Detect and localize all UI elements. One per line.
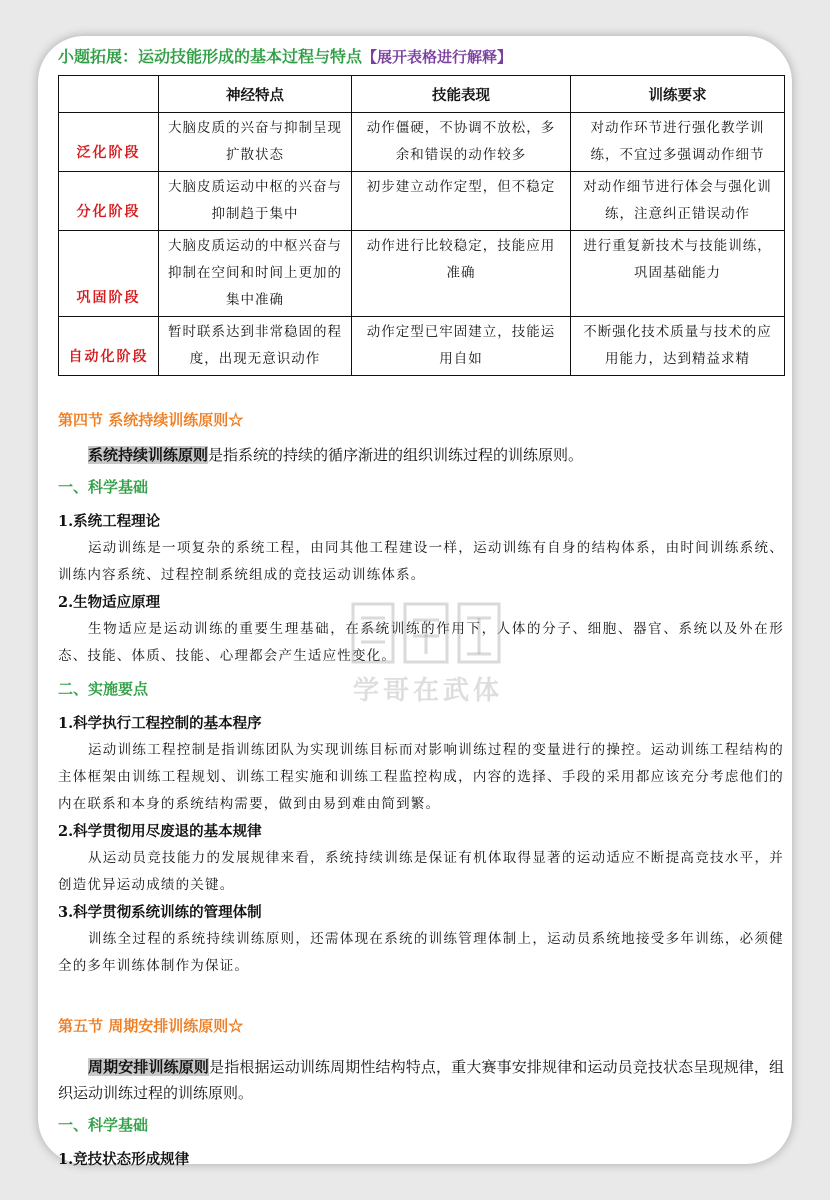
section5-definition xyxy=(58,1054,784,1106)
skill-cell: 初步建立动作定型，但不稳定 xyxy=(352,172,571,231)
table-row xyxy=(59,172,785,231)
table-row xyxy=(59,113,785,172)
table-row xyxy=(59,231,785,317)
section4-i1-text: 运动训练工程控制是指训练团队为实现训练目标而对影响训练过程的变量进行的操控。运动训练工程结构的主体框架由训练工程规划、训练工程实施和训练工程监控构成，内容的选择、手段的采用都应该充分考虑他们的内在联系和本身的系统结构需要，做到由易到难由简到繁。 xyxy=(58,742,784,812)
neural-cell: 暂时联系达到非常稳固的程度，出现无意识动作 xyxy=(159,317,352,376)
table-header-neural: 神经特点 xyxy=(159,76,352,113)
stage-cell: 分化阶段 xyxy=(59,172,159,231)
section4-basis-heading: 一、科学基础 xyxy=(58,478,149,496)
section4-impl-heading: 二、实施要点 xyxy=(58,680,149,698)
expand-title xyxy=(58,46,784,68)
table-header-corner xyxy=(59,76,159,113)
stage-cell: 泛化阶段 xyxy=(59,113,159,172)
training-cell: 对动作环节进行强化教学训练，不宜过多强调动作细节 xyxy=(571,113,785,172)
section4-b1-title: 1.系统工程理论 xyxy=(58,513,161,530)
section4-def-rest: 是指系统的持续的循序渐进的组织训练过程的训练原则。 xyxy=(208,446,584,464)
section4-i2-title: 2.科学贯彻用尽废退的基本规律 xyxy=(58,823,262,840)
section4-b2-title: 2.生物适应原理 xyxy=(58,594,161,611)
training-cell: 不断强化技术质量与技术的应用能力，达到精益求精 xyxy=(571,317,785,376)
neural-cell: 大脑皮质的兴奋与抑制呈现扩散状态 xyxy=(159,113,352,172)
section5-def-term: 周期安排训练原则 xyxy=(88,1058,210,1076)
expand-title-text: 小题拓展：运动技能形成的基本过程与特点 xyxy=(58,47,363,66)
skill-stage-table xyxy=(58,75,785,376)
section4-def-term: 系统持续训练原则 xyxy=(88,446,209,464)
stage-cell: 巩固阶段 xyxy=(59,231,159,317)
document-page xyxy=(38,36,792,1168)
training-cell: 对动作细节进行体会与强化训练，注意纠正错误动作 xyxy=(571,172,785,231)
section4-definition xyxy=(58,442,784,468)
stage-cell: 自动化阶段 xyxy=(59,317,159,376)
section4-b1-text: 运动训练是一项复杂的系统工程，由同其他工程建设一样，运动训练有自身的结构体系，由时间训练系统、训练内容系统、过程控制系统组成的竞技运动训练体系。 xyxy=(58,540,784,583)
section5-basis-heading: 一、科学基础 xyxy=(58,1116,149,1134)
watermark-text: 学哥在武体 xyxy=(353,676,504,706)
section5-b1-title: 1.竞技状态形成规律 xyxy=(58,1151,190,1168)
section5-title: 第五节 周期安排训练原则☆ xyxy=(58,1017,244,1035)
skill-cell: 动作僵硬，不协调不放松，多余和错误的动作较多 xyxy=(352,113,571,172)
section4-i1-title: 1.科学执行工程控制的基本程序 xyxy=(58,715,262,732)
document-content xyxy=(58,46,784,1170)
expand-note: 【展开表格进行解释】 xyxy=(362,48,513,66)
neural-cell: 大脑皮质运动中枢的兴奋与抑制趋于集中 xyxy=(159,172,352,231)
section4-i2-text: 从运动员竞技能力的发展规律来看，系统持续训练是保证有机体取得显著的运动适应不断提高竞技水平，并创造优异运动成绩的关键。 xyxy=(58,850,784,893)
section4-b2-text: 生物适应是运动训练的重要生理基础，在系统训练的作用下，人体的分子、细胞、器官、系统以及外在形态、技能、体质、技能、心理都会产生适应性变化。 xyxy=(58,621,784,664)
table-header-skill: 技能表现 xyxy=(352,76,571,113)
section4-i3-title: 3.科学贯彻系统训练的管理体制 xyxy=(58,904,262,921)
training-cell: 进行重复新技术与技能训练，巩固基础能力 xyxy=(571,231,785,317)
section4-i3-text: 训练全过程的系统持续训练原则，还需体现在系统的训练管理体制上，运动员系统地接受多年训练，必须健全的多年训练体制作为保证。 xyxy=(58,931,784,974)
skill-cell: 动作进行比较稳定，技能应用准确 xyxy=(352,231,571,317)
neural-cell: 大脑皮质运动的中枢兴奋与抑制在空间和时间上更加的集中准确 xyxy=(159,231,352,317)
skill-cell: 动作定型已牢固建立，技能运用自如 xyxy=(352,317,571,376)
section4-title: 第四节 系统持续训练原则☆ xyxy=(58,411,244,429)
section5-def-rest: 是指根据运动训练周期性结构特点，重大赛事安排规律和运动员竞技状态呈现规律，组织运动训练过程的训练原则。 xyxy=(58,1058,784,1102)
table-row xyxy=(59,317,785,376)
table-header-training: 训练要求 xyxy=(571,76,785,113)
table-header-row xyxy=(59,76,785,113)
